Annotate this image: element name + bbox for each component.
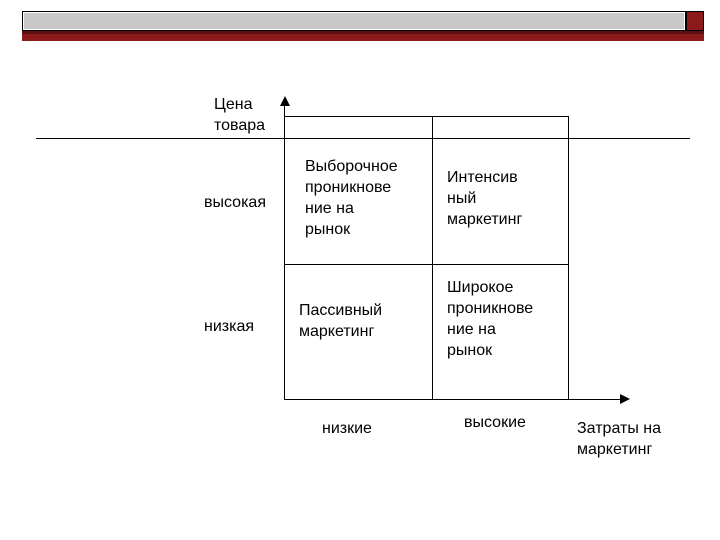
row-label-low: низкая [204,318,255,335]
y-axis-arrow-icon [280,96,290,106]
column-label-high: высокие [464,414,526,431]
y-axis-line [284,104,285,400]
cell-low-price-high-cost: Широкое проникнове ние на рынок [447,279,534,359]
row-label-high: высокая [204,194,266,211]
matrix-middle-divider [284,264,569,265]
header-red-bar [22,31,704,41]
cell-high-price-high-cost: Интенсив ный маркетинг [447,169,523,228]
x-axis-label: Затраты на маркетинг [577,420,661,458]
matrix-vertical-divider [432,116,433,400]
header-frame-fill [24,13,684,29]
x-axis-arrow-icon [620,394,630,404]
header-corner-block [686,11,704,31]
horizontal-rule [36,138,690,139]
cell-low-price-low-cost: Пассивный маркетинг [299,302,383,340]
column-label-low: низкие [322,420,372,437]
header-red-bar-shade [22,31,704,34]
matrix-right-border [568,116,569,400]
matrix-top-border [284,116,569,117]
x-axis-line [284,399,622,400]
header-frame [22,11,686,31]
y-axis-label: Цена товара [214,96,266,134]
cell-high-price-low-cost: Выборочное проникнове ние на рынок [305,158,398,238]
